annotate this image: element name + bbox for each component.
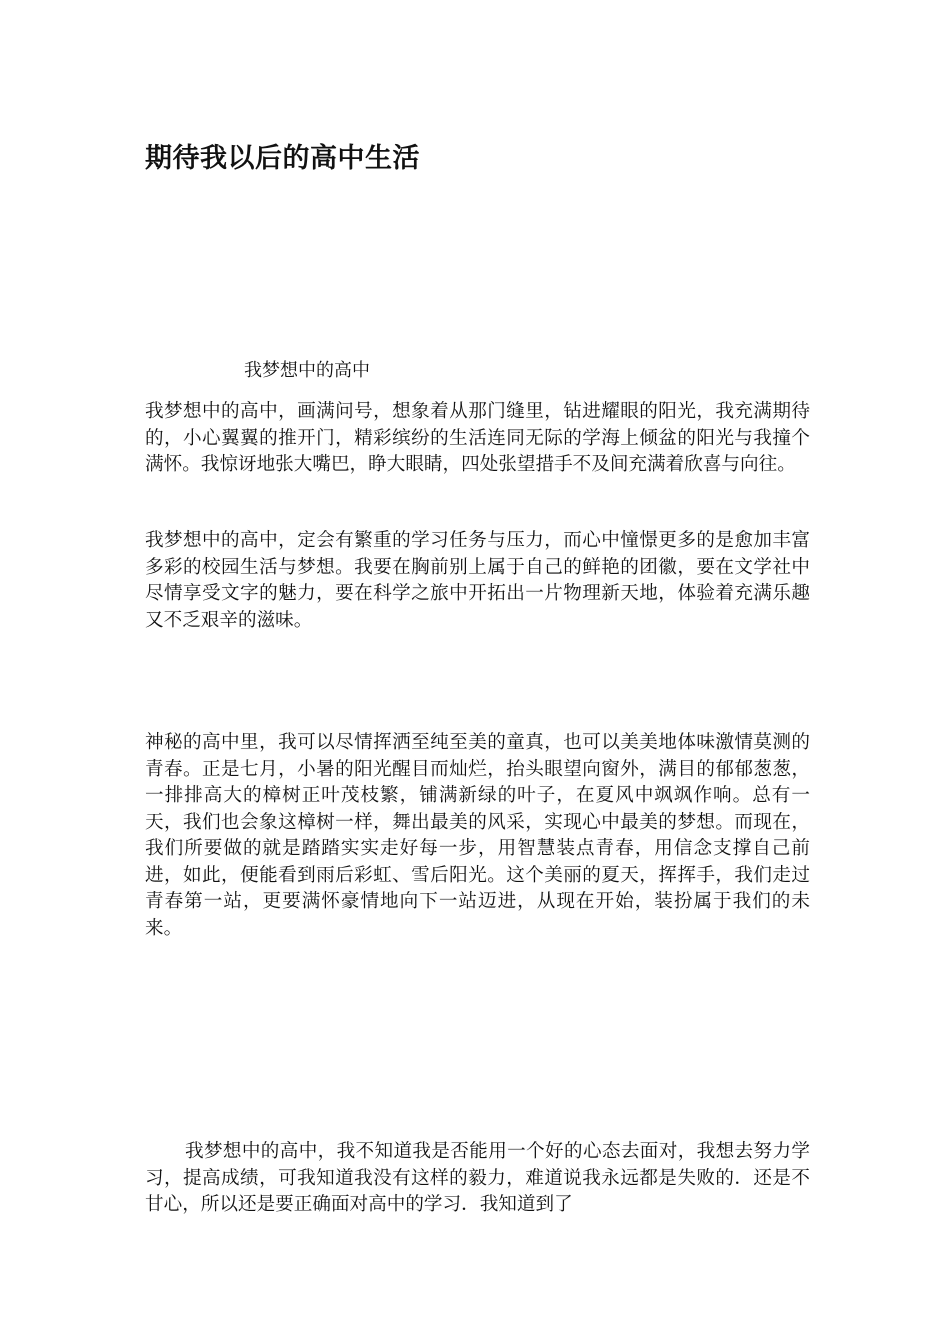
paragraph-4: 我梦想中的高中，我不知道我是否能用一个好的心态去面对，我想去努力学习，提高成绩，可我知道我没有这样的毅力，难道说我永远都是失败的．还是不甘心，所以还是要正确面对高中的学习．我知道到了 bbox=[145, 1141, 810, 1215]
paragraph-3: 神秘的高中里，我可以尽情挥洒至纯至美的童真，也可以美美地体味激情莫测的青春。正是七月，小暑的阳光醒目而灿烂，抬头眼望向窗外，满目的郁郁葱葱，一排排高大的樟树正叶茂枝繁，铺满新绿的叶子，在夏风中飒飒作响。总有一天，我们也会象这樟树一样，舞出最美的风采，实现心中最美的梦想。而现在，我们所要做的就是踏踏实实走好每一步，用智慧装点青春，用信念支撑自己前进，如此，便能看到雨后彩虹、雪后阳光。这个美丽的夏天，挥挥手，我们走过青春第一站，更要满怀豪情地向下一站迈进，从现在开始，装扮属于我们的未来。 bbox=[145, 732, 810, 939]
paragraph-2: 我梦想中的高中，定会有繁重的学习任务与压力，而心中憧憬更多的是愈加丰富多彩的校园生活与梦想。我要在胸前别上属于自己的鲜艳的团徽，要在文学社中尽情享受文字的魅力，要在科学之旅中开拓出一片物理新天地，体验着充满乐趣又不乏艰辛的滋味。 bbox=[145, 530, 810, 631]
paragraph-1: 我梦想中的高中，画满问号，想象着从那门缝里，钻进耀眼的阳光，我充满期待的，小心翼翼的推开门，精彩缤纷的生活连同无际的学海上倾盆的阳光与我撞个满怀。我惊讶地张大嘴巴，睁大眼睛，四处张望措手不及间充满着欣喜与向往。 bbox=[145, 401, 810, 475]
section-heading: 我梦想中的高中 bbox=[244, 360, 370, 381]
document-title: 期待我以后的高中生活 bbox=[145, 143, 420, 174]
